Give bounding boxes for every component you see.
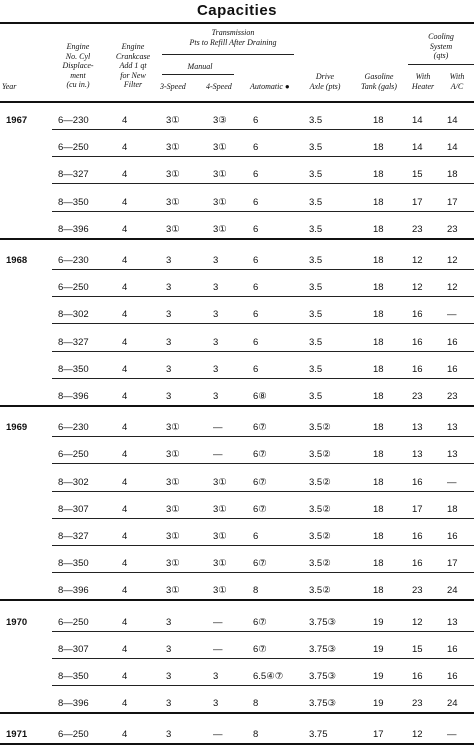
row-divider (52, 658, 474, 659)
row-divider (52, 129, 474, 130)
cell-gasoline: 18 (373, 309, 384, 321)
cell-automatic: 6 (253, 142, 259, 154)
row-divider (52, 436, 474, 437)
cell-speed4: 3 (213, 336, 219, 348)
header-crankcase-1: Engine (121, 42, 145, 51)
header-engine-1: Engine (66, 42, 90, 51)
cell-with-ac: 13 (447, 449, 458, 461)
cell-engine: 8—350 (58, 196, 89, 208)
cell-with-ac: 12 (447, 282, 458, 294)
header-with-ac (442, 72, 472, 91)
cell-automatic: 6⑧ (253, 391, 267, 402)
cell-speed4: 3③ (213, 115, 227, 126)
page-title: Capacities (196, 2, 278, 19)
cell-automatic: 6⑦ (253, 449, 267, 461)
cell-gasoline: 18 (373, 585, 384, 597)
cell-gasoline: 18 (373, 223, 384, 235)
header-drive-axle-2: Axle (pts) (309, 81, 341, 91)
cell-with-heater: 16 (412, 309, 423, 321)
cell-automatic: 6⑦ (253, 558, 267, 570)
cell-gasoline: 18 (373, 169, 384, 181)
cell-crankcase: 4 (122, 671, 128, 682)
cell-with-heater: 16 (412, 363, 423, 375)
cell-with-heater: 16 (412, 671, 423, 682)
header-crankcase-3: Add 1 qt (119, 61, 147, 70)
row-divider (52, 545, 474, 546)
header-cooling-2: System (429, 41, 453, 51)
cell-drive-axle: 3.75③ (309, 671, 337, 682)
group-divider (0, 712, 474, 714)
cell-engine: 8—327 (58, 169, 89, 181)
cell-speed3: 3 (166, 336, 172, 348)
cell-speed4: 3① (213, 476, 227, 488)
cell-engine: 8—396 (58, 585, 89, 597)
cell-drive-axle: 3.5 (309, 255, 323, 266)
cell-speed4: 3① (213, 169, 227, 181)
cell-crankcase: 4 (122, 503, 128, 515)
cell-drive-axle: 3.5② (309, 585, 331, 597)
cell-engine: 8—396 (58, 223, 89, 235)
cell-drive-axle: 3.5 (309, 196, 323, 208)
cell-speed3: 3 (166, 363, 172, 375)
cell-with-ac: 18 (447, 169, 458, 181)
cell-speed3: 3① (166, 503, 180, 515)
cell-speed4: 3① (213, 531, 227, 542)
header-transmission (160, 28, 306, 47)
cell-drive-axle: 3.5② (309, 449, 331, 461)
cell-with-ac: 24 (447, 698, 458, 710)
cell-engine: 8—350 (58, 671, 89, 682)
cell-with-heater: 23 (412, 391, 423, 402)
cell-automatic: 6 (253, 282, 259, 294)
cell-speed3: 3① (166, 115, 180, 126)
cell-crankcase: 4 (122, 391, 128, 402)
row-divider (52, 685, 474, 686)
cell-gasoline: 18 (373, 336, 384, 348)
cell-with-ac: 14 (447, 115, 458, 126)
cell-gasoline: 18 (373, 255, 384, 266)
cell-crankcase: 4 (122, 729, 128, 741)
cell-gasoline: 18 (373, 282, 384, 294)
cell-with-heater: 12 (412, 616, 423, 628)
cell-crankcase: 4 (122, 585, 128, 597)
cell-engine: 6—250 (58, 142, 89, 154)
cell-drive-axle: 3.5② (309, 422, 331, 434)
row-divider (52, 572, 474, 573)
header-crankcase-2: Crankcase (115, 51, 151, 61)
cell-with-ac: — (447, 309, 457, 321)
cell-engine: 6—250 (58, 616, 89, 628)
cell-speed4: 3 (213, 282, 219, 294)
header-3speed: 3-Speed (160, 82, 186, 91)
cell-with-heater: 12 (412, 729, 423, 741)
cell-automatic: 6 (253, 223, 259, 235)
cell-with-ac: 16 (447, 336, 458, 348)
cell-with-heater: 14 (412, 142, 423, 154)
cell-crankcase: 4 (122, 255, 128, 266)
header-engine (48, 42, 108, 90)
cell-speed4: 3 (213, 391, 219, 402)
row-divider (52, 323, 474, 324)
cell-drive-axle: 3.5② (309, 476, 331, 488)
cell-speed4: 3① (213, 585, 227, 597)
header-cooling (408, 32, 474, 61)
cell-speed3: 3 (166, 616, 172, 628)
cell-drive-axle: 3.75③ (309, 616, 337, 628)
header-transmission-1: Transmission (211, 28, 255, 37)
header-with-heater-1: With (415, 72, 431, 81)
cell-crankcase: 4 (122, 422, 128, 434)
cell-speed3: 3 (166, 698, 172, 710)
cell-speed3: 3① (166, 558, 180, 570)
cell-automatic: 8 (253, 729, 259, 741)
header-with-heater-2: Heater (411, 81, 435, 91)
header-transmission-2: Pts to Refill After Draining (189, 37, 277, 47)
cell-gasoline: 19 (373, 698, 384, 710)
cell-gasoline: 18 (373, 476, 384, 488)
cell-speed4: 3 (213, 309, 219, 321)
cell-automatic: 6 (253, 363, 259, 375)
cell-speed3: 3 (166, 255, 172, 266)
header-bottom-rule (0, 101, 474, 103)
cell-speed3: 3 (166, 309, 172, 321)
cooling-rule (408, 64, 474, 65)
header-engine-3: Displace- (62, 61, 94, 70)
cell-speed4: 3 (213, 698, 219, 710)
year-label: 1968 (6, 255, 28, 266)
cell-speed3: 3① (166, 476, 180, 488)
cell-engine: 6—230 (58, 115, 89, 126)
cell-gasoline: 18 (373, 531, 384, 542)
cell-with-heater: 12 (412, 282, 423, 294)
row-divider (52, 269, 474, 270)
cell-gasoline: 18 (373, 503, 384, 515)
cell-speed3: 3① (166, 449, 180, 461)
header-gasoline-1: Gasoline (364, 72, 394, 81)
cell-automatic: 6⑦ (253, 503, 267, 515)
cell-with-ac: 13 (447, 422, 458, 434)
cell-engine: 8—396 (58, 391, 89, 402)
header-4speed: 4-Speed (206, 82, 232, 91)
cell-drive-axle: 3.5② (309, 531, 331, 542)
cell-with-heater: 17 (412, 196, 423, 208)
year-label: 1969 (6, 422, 28, 434)
cell-crankcase: 4 (122, 115, 128, 126)
cell-automatic: 6⑦ (253, 643, 267, 655)
cell-drive-axle: 3.75 (309, 729, 328, 741)
cell-crankcase: 4 (122, 643, 128, 655)
cell-crankcase: 4 (122, 558, 128, 570)
cell-gasoline: 17 (373, 729, 384, 741)
transmission-rule (162, 54, 294, 55)
cell-speed3: 3 (166, 643, 172, 655)
cell-drive-axle: 3.5② (309, 503, 331, 515)
cell-with-heater: 13 (412, 449, 423, 461)
cell-with-heater: 12 (412, 255, 423, 266)
cell-speed4: — (213, 449, 223, 461)
cell-drive-axle: 3.5 (309, 142, 323, 154)
year-label: 1967 (6, 115, 28, 126)
cell-gasoline: 18 (373, 558, 384, 570)
row-divider (52, 156, 474, 157)
cell-gasoline: 18 (373, 449, 384, 461)
cell-gasoline: 18 (373, 391, 384, 402)
cell-gasoline: 18 (373, 142, 384, 154)
cell-drive-axle: 3.5 (309, 169, 323, 181)
cell-with-heater: 13 (412, 422, 423, 434)
header-manual: Manual (187, 62, 213, 71)
cell-with-ac: 12 (447, 255, 458, 266)
cell-automatic: 6 (253, 196, 259, 208)
cell-speed3: 3① (166, 196, 180, 208)
cell-automatic: 6⑦ (253, 422, 267, 434)
cell-automatic: 6.5④⑦ (253, 671, 284, 682)
cell-gasoline: 18 (373, 363, 384, 375)
header-drive-axle-1: Drive (315, 72, 335, 81)
group-divider (0, 599, 474, 601)
header-engine-5: (cu in.) (66, 80, 90, 89)
cell-drive-axle: 3.5 (309, 309, 323, 321)
cell-gasoline: 18 (373, 115, 384, 126)
year-label: 1970 (6, 616, 28, 628)
cell-crankcase: 4 (122, 196, 128, 208)
cell-engine: 8—302 (58, 309, 89, 321)
cell-drive-axle: 3.5 (309, 336, 323, 348)
cell-automatic: 6 (253, 169, 259, 181)
cell-drive-axle: 3.75③ (309, 643, 337, 655)
cell-with-heater: 16 (412, 336, 423, 348)
cell-automatic: 8 (253, 698, 259, 710)
cell-with-ac: 13 (447, 616, 458, 628)
header-engine-2: No. Cyl (65, 51, 91, 61)
cell-with-ac: 17 (447, 558, 458, 570)
cell-crankcase: 4 (122, 169, 128, 181)
cell-with-ac: 24 (447, 585, 458, 597)
cell-speed4: 3① (213, 558, 227, 570)
cell-drive-axle: 3.5 (309, 363, 323, 375)
cell-drive-axle: 3.5 (309, 223, 323, 235)
header-crankcase-4: for New (120, 70, 146, 80)
cell-speed3: 3① (166, 585, 180, 597)
cell-engine: 6—250 (58, 729, 89, 741)
cell-speed4: 3 (213, 255, 219, 266)
cell-crankcase: 4 (122, 363, 128, 375)
cell-with-heater: 14 (412, 115, 423, 126)
cell-speed4: — (213, 643, 223, 655)
cell-speed3: 3① (166, 169, 180, 181)
cell-drive-axle: 3.5② (309, 558, 331, 570)
header-with-ac-2: A/C (450, 81, 464, 91)
cell-drive-axle: 3.5 (309, 115, 323, 126)
cell-crankcase: 4 (122, 309, 128, 321)
cell-engine: 8—307 (58, 503, 89, 515)
cell-with-ac: 23 (447, 391, 458, 402)
header-cooling-1: Cooling (428, 32, 454, 41)
cell-with-ac: — (447, 476, 457, 488)
row-divider (52, 351, 474, 352)
cell-with-heater: 23 (412, 585, 423, 597)
cell-crankcase: 4 (122, 531, 128, 542)
cell-speed4: — (213, 616, 223, 628)
cell-with-ac: — (447, 729, 457, 741)
row-divider (52, 463, 474, 464)
cell-speed4: 3① (213, 196, 227, 208)
cell-with-ac: 17 (447, 196, 458, 208)
cell-speed3: 3 (166, 282, 172, 294)
cell-crankcase: 4 (122, 142, 128, 154)
cell-speed4: — (213, 422, 223, 434)
cell-automatic: 6 (253, 336, 259, 348)
cell-crankcase: 4 (122, 476, 128, 488)
group-divider (0, 405, 474, 407)
cell-drive-axle: 3.5 (309, 282, 323, 294)
cell-gasoline: 19 (373, 616, 384, 628)
cell-with-heater: 17 (412, 503, 423, 515)
cell-with-ac: 16 (447, 643, 458, 655)
group-divider (0, 238, 474, 240)
row-divider (52, 183, 474, 184)
cell-speed3: 3 (166, 391, 172, 402)
cell-drive-axle: 3.75③ (309, 698, 337, 710)
cell-with-heater: 15 (412, 169, 423, 181)
header-gasoline-2: Tank (gals) (361, 81, 397, 91)
cell-gasoline: 19 (373, 671, 384, 682)
cell-with-heater: 16 (412, 558, 423, 570)
cell-gasoline: 19 (373, 643, 384, 655)
row-divider (52, 296, 474, 297)
cell-automatic: 6⑦ (253, 616, 267, 628)
cell-speed4: 3① (213, 142, 227, 154)
cell-automatic: 6 (253, 309, 259, 321)
title-rule (0, 22, 474, 24)
row-divider (52, 211, 474, 212)
manual-rule (162, 74, 234, 75)
cell-engine: 8—396 (58, 698, 89, 710)
cell-with-ac: 23 (447, 223, 458, 235)
cell-engine: 6—250 (58, 282, 89, 294)
cell-with-heater: 23 (412, 698, 423, 710)
cell-speed4: 3 (213, 671, 219, 682)
cell-with-ac: 16 (447, 531, 458, 542)
cell-crankcase: 4 (122, 282, 128, 294)
header-crankcase (108, 42, 158, 90)
row-divider (52, 491, 474, 492)
header-engine-4: ment (70, 70, 86, 80)
cell-engine: 8—327 (58, 531, 89, 542)
cell-speed4: 3 (213, 363, 219, 375)
cell-engine: 8—350 (58, 363, 89, 375)
cell-engine: 8—350 (58, 558, 89, 570)
cell-speed3: 3① (166, 142, 180, 154)
cell-engine: 6—250 (58, 449, 89, 461)
cell-crankcase: 4 (122, 616, 128, 628)
row-divider (52, 518, 474, 519)
header-gasoline (352, 72, 406, 91)
header-with-ac-1: With (449, 72, 465, 81)
cell-speed3: 3① (166, 422, 180, 434)
cell-speed4: — (213, 729, 223, 741)
cell-engine: 8—302 (58, 476, 89, 488)
header-year: Year (2, 82, 17, 91)
cell-automatic: 6 (253, 115, 259, 126)
cell-with-ac: 18 (447, 503, 458, 515)
cell-gasoline: 18 (373, 422, 384, 434)
cell-speed3: 3 (166, 729, 172, 741)
cell-engine: 6—230 (58, 422, 89, 434)
year-label: 1971 (6, 729, 28, 741)
cell-crankcase: 4 (122, 336, 128, 348)
cell-with-heater: 16 (412, 476, 423, 488)
header-crankcase-5: Filter (123, 80, 143, 89)
cell-speed4: 3① (213, 223, 227, 235)
row-divider (52, 631, 474, 632)
cell-speed3: 3① (166, 223, 180, 235)
cell-crankcase: 4 (122, 223, 128, 235)
header-drive-axle (302, 72, 348, 91)
cell-with-ac: 16 (447, 671, 458, 682)
cell-gasoline: 18 (373, 196, 384, 208)
cell-speed4: 3① (213, 503, 227, 515)
cell-with-heater: 23 (412, 223, 423, 235)
cell-with-ac: 16 (447, 363, 458, 375)
cell-automatic: 8 (253, 585, 259, 597)
cell-with-ac: 14 (447, 142, 458, 154)
cell-crankcase: 4 (122, 698, 128, 710)
cell-crankcase: 4 (122, 449, 128, 461)
cell-engine: 8—307 (58, 643, 89, 655)
header-cooling-3: (qts) (433, 51, 449, 60)
cell-speed3: 3 (166, 671, 172, 682)
cell-with-heater: 16 (412, 531, 423, 542)
cell-drive-axle: 3.5 (309, 391, 323, 402)
cell-engine: 8—327 (58, 336, 89, 348)
cell-speed3: 3① (166, 531, 180, 542)
cell-engine: 6—230 (58, 255, 89, 266)
cell-automatic: 6 (253, 255, 259, 266)
cell-automatic: 6 (253, 531, 259, 542)
header-automatic: Automatic ● (250, 82, 290, 91)
cell-automatic: 6⑦ (253, 476, 267, 488)
row-divider (52, 378, 474, 379)
cell-with-heater: 15 (412, 643, 423, 655)
header-with-heater (406, 72, 440, 91)
